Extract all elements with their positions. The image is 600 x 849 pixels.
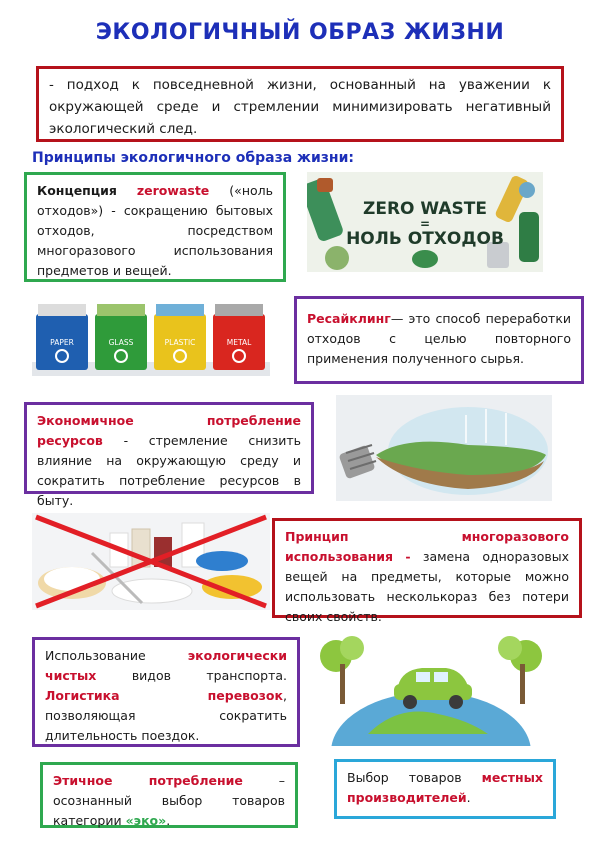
recycling-bins-image <box>32 298 270 376</box>
local-box <box>334 759 556 819</box>
zerowaste-text: («ноль отходов») - сокращению бытовых отходов, посредством многоразового использования предметов и вещей. <box>37 183 273 278</box>
bin-label-metal: METAL <box>226 338 252 347</box>
zerowaste-highlight: zerowaste <box>136 183 210 198</box>
local-text: Выбор товаров <box>347 770 462 785</box>
zerowaste-image-line2: НОЛЬ ОТХОДОВ <box>346 229 504 249</box>
bin-label-glass: GLASS <box>108 338 134 347</box>
local-end: . <box>466 790 471 805</box>
recycling-box <box>294 296 584 384</box>
economy-box <box>24 402 314 508</box>
bin-label-plastic: PLASTIC <box>164 338 196 347</box>
lightbulb-image <box>336 395 552 501</box>
page-title: ЭКОЛОГИЧНЫЙ ОБРАЗ ЖИЗНИ <box>95 20 505 45</box>
transport-text1: Использование <box>45 648 146 663</box>
zerowaste-image <box>307 172 543 272</box>
principles-subtitle: Принципы экологичного образа жизни: <box>32 150 355 166</box>
recycle-logo-icon <box>412 250 438 268</box>
ethical-highlight: «эко» <box>125 813 167 828</box>
reuse-term: Принцип многоразового использования <box>285 529 569 564</box>
zerowaste-box <box>24 172 286 282</box>
zerowaste-image-line1: ZERO WASTE <box>363 199 487 219</box>
transport-highlight2: Логистика перевозок <box>45 688 284 703</box>
zerowaste-term: Концепция <box>37 183 117 198</box>
economy-term: Экономичное потребление ресурсов <box>37 413 301 448</box>
zerowaste-image-eq: = <box>419 217 431 231</box>
transport-box <box>32 637 300 747</box>
ethical-box <box>40 762 298 828</box>
economy-text: - стремление снизить влияние на окружающую среду и сократить потребление ресурсов в быту. <box>37 433 301 508</box>
intro-text: - подход к повседневной жизни, основанный на уважении к окружающей среде и стремлении минимизировать негативный экологический след. <box>49 77 551 137</box>
recycling-text: — это способ переработки отходов с целью повторного применения полученного сырья. <box>307 311 571 366</box>
recycling-term: Ресайклинг <box>307 311 391 326</box>
reuse-text: замена одноразовых вещей на предметы, которые можно использовать несколькораз без потери своих свойств. <box>285 549 569 624</box>
transport-highlight1: экологически чистых <box>45 648 287 683</box>
eco-car-image <box>318 634 544 746</box>
reuse-box <box>272 518 582 624</box>
transport-text2: видов транспорта. <box>131 668 287 683</box>
transport-text3: , позволяющая сократить длительность поездок. <box>45 688 287 743</box>
local-highlight: местных производителей <box>347 770 543 805</box>
bin-label-paper: PAPER <box>50 338 74 347</box>
disposable-dishes-image <box>32 513 270 610</box>
intro-box <box>36 66 564 142</box>
ethical-text1: – осознанный выбор товаров категории <box>53 773 285 828</box>
ethical-term: Этичное потребление <box>53 773 243 788</box>
reuse-dash: - <box>405 549 411 564</box>
ethical-text2: . <box>166 813 171 828</box>
